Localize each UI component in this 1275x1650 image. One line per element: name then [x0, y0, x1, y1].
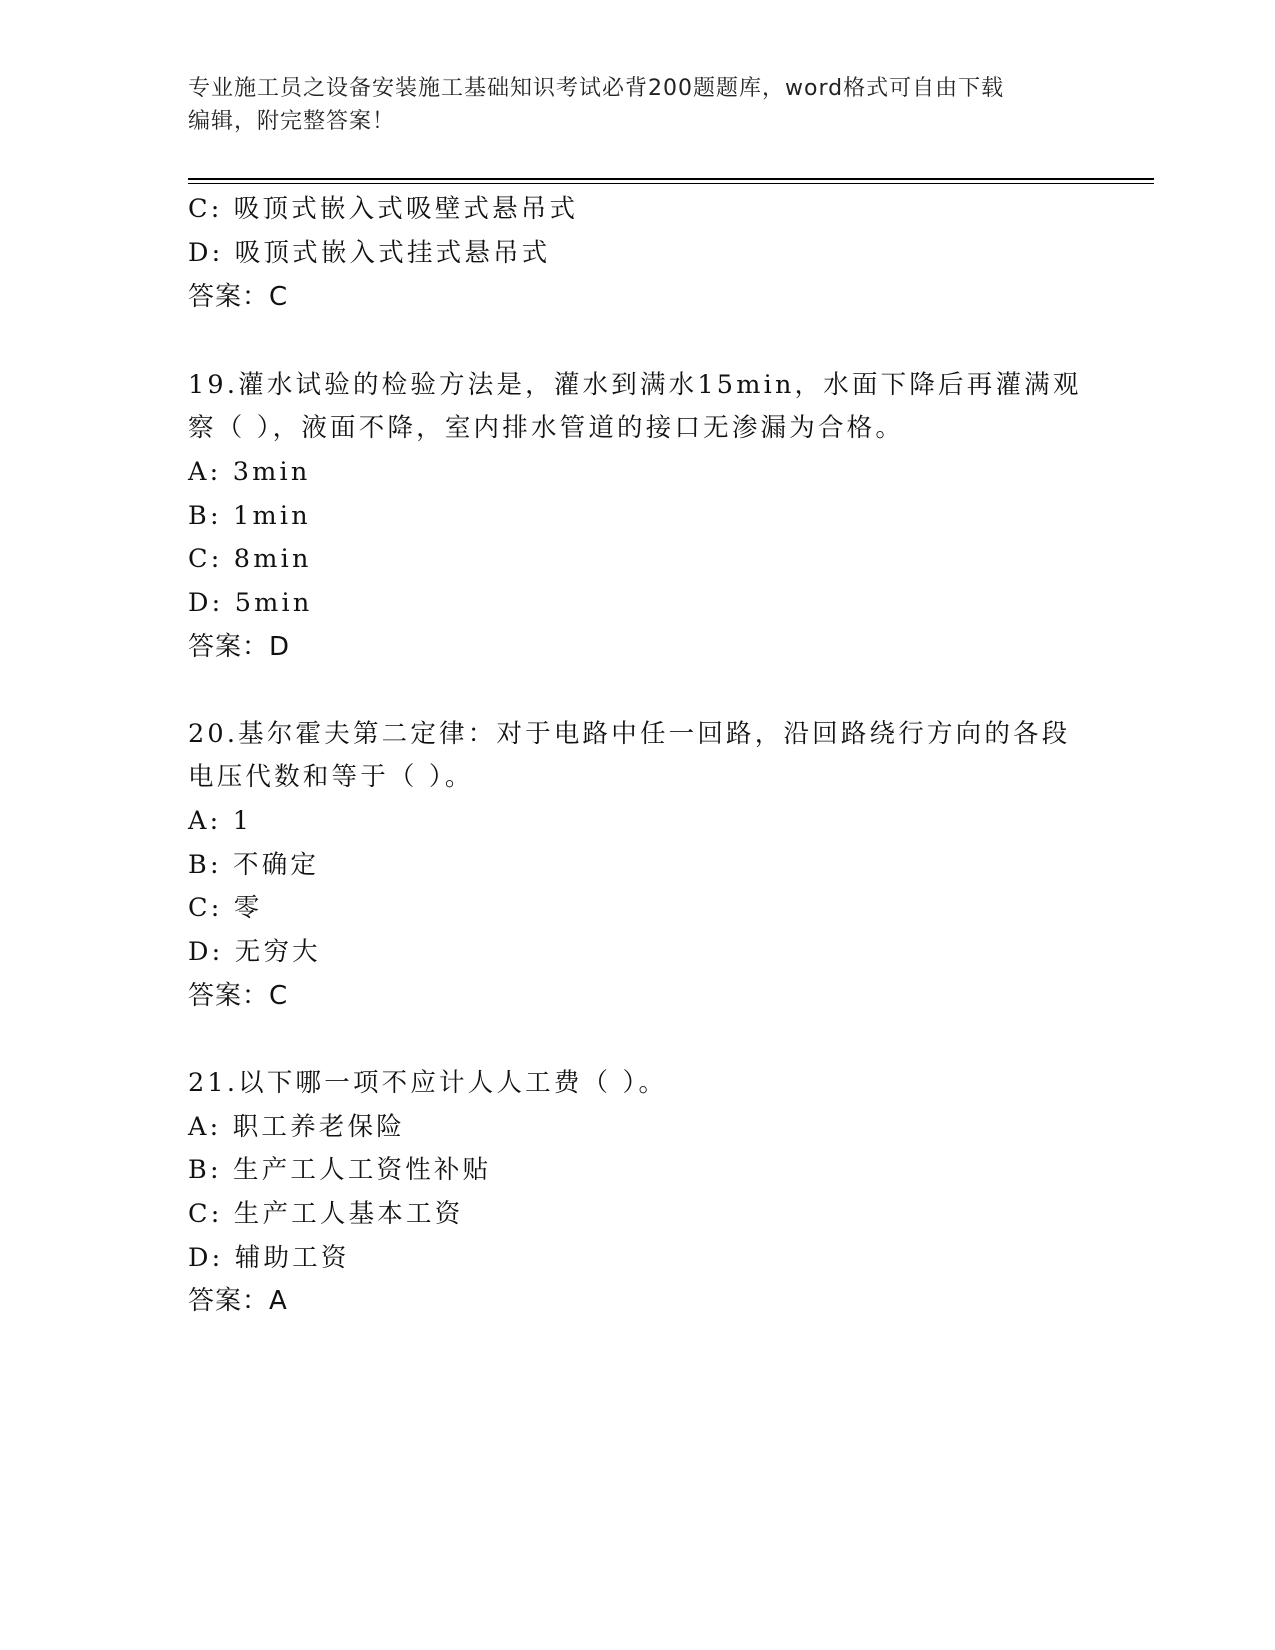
prev-question-option-d: D: 吸顶式嵌入式挂式悬吊式	[188, 238, 551, 268]
question-20-stem-line-2: 电压代数和等于（ ）。	[188, 762, 474, 792]
header-title-line-2: 编辑，附完整答案！	[188, 109, 396, 134]
question-21-option-d: D: 辅助工资	[188, 1243, 350, 1273]
question-20-option-a: A: 1	[188, 806, 253, 836]
header-title-line-1: 专业施工员之设备安装施工基础知识考试必背200题题库，word格式可自由下载	[188, 76, 1005, 101]
question-20-stem-line-1: 20.基尔霍夫第二定律：对于电路中任一回路，沿回路绕行方向的各段	[188, 719, 1071, 749]
question-19-stem-line-2: 察（ ），液面不降，室内排水管道的接口无渗漏为合格。	[188, 413, 905, 443]
question-19-stem-line-1: 19.灌水试验的检验方法是，灌水到满水15min，水面下降后再灌满观	[188, 370, 1082, 400]
question-21-answer: 答案：A	[188, 1286, 288, 1316]
prev-question-answer: 答案：C	[188, 282, 289, 312]
question-20-option-c: C: 零	[188, 893, 263, 923]
question-20-option-d: D: 无穷大	[188, 937, 321, 967]
header-divider-thin	[188, 183, 1154, 184]
prev-question-option-c: C: 吸顶式嵌入式吸壁式悬吊式	[188, 194, 579, 224]
question-21-stem-line-1: 21.以下哪一项不应计人人工费（ ）。	[188, 1068, 668, 1098]
question-20-option-b: B: 不确定	[188, 850, 320, 880]
question-19-option-b: B: 1min	[188, 501, 311, 531]
header-divider-thick	[188, 178, 1154, 180]
document-header	[188, 72, 1088, 138]
question-19-option-d: D: 5min	[188, 588, 313, 618]
question-21-option-b: B: 生产工人工资性补贴	[188, 1155, 492, 1185]
question-19-option-c: C: 8min	[188, 544, 312, 574]
question-20-answer: 答案：C	[188, 981, 289, 1011]
question-21-option-a: A: 职工养老保险	[188, 1112, 405, 1142]
question-19-answer: 答案：D	[188, 632, 291, 662]
question-19-option-a: A: 3min	[188, 457, 311, 487]
question-21-option-c: C: 生产工人基本工资	[188, 1199, 464, 1229]
